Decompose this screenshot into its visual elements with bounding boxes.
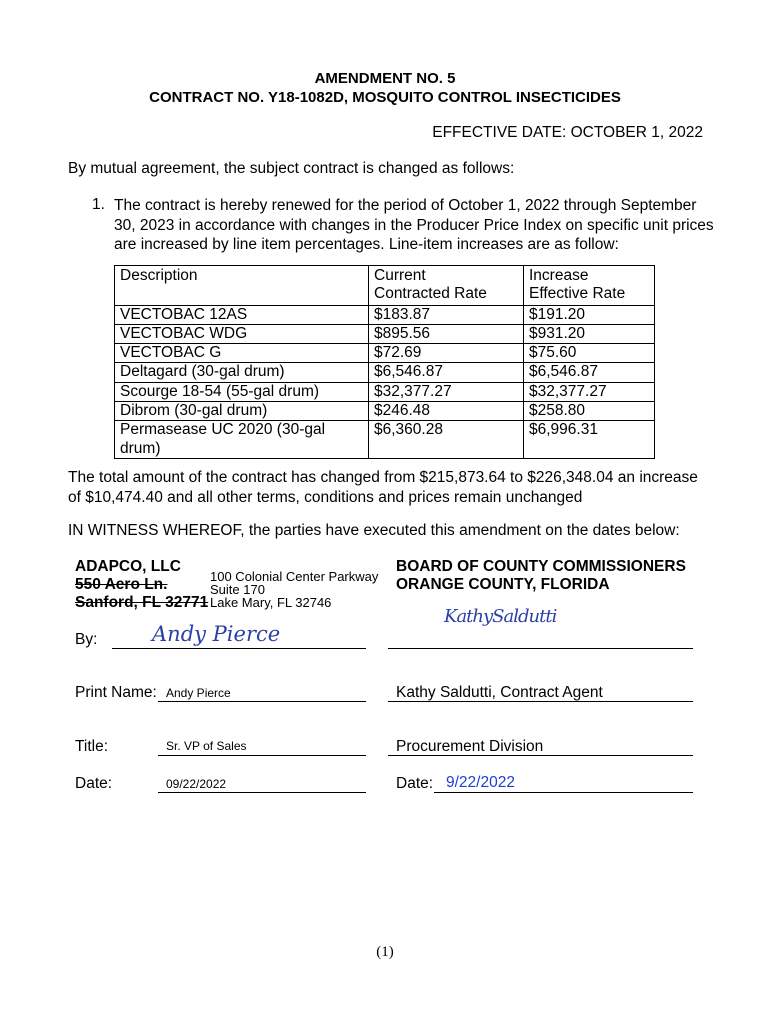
new-address-line3: Lake Mary, FL 32746: [210, 595, 332, 610]
right-signature: KathySaldutti: [444, 606, 557, 627]
cell-current: $6,546.87: [369, 363, 524, 382]
left-signature: Andy Pierce: [152, 622, 281, 646]
date-line-right: [434, 792, 693, 793]
page-number: (1): [376, 944, 394, 960]
table-row: [115, 305, 655, 324]
by-label: By:: [75, 631, 98, 648]
print-name-line: [158, 701, 366, 702]
total-text: The total amount of the contract has changed from $215,873.64 to $226,348.04 an increase of $10,474.40 and all other terms, conditions and prices remain unchanged: [68, 469, 698, 506]
cell-description: Permasease UC 2020 (30-gal drum): [115, 421, 369, 459]
title-label: Title:: [75, 738, 109, 755]
header-increase: Increase Effective Rate: [524, 266, 655, 306]
amendment-title: AMENDMENT NO. 5: [314, 70, 456, 87]
right-party-name-1: BOARD OF COUNTY COMMISSIONERS: [396, 558, 686, 575]
old-address-line1: 550 Aero Ln.: [75, 576, 168, 593]
print-name-value: Andy Pierce: [166, 686, 231, 700]
date-line-left: [158, 792, 366, 793]
table-row: [115, 363, 655, 382]
right-division-line: [388, 755, 693, 756]
item-text: The contract is hereby renewed for the period of October 1, 2022 through September 30, 2023 in accordance with changes in the Producer Price Index on specific unit prices are increased by line item percentages. Line-item increases are as follow:: [114, 197, 714, 253]
print-name-label: Print Name:: [75, 684, 157, 701]
date-label-right: Date:: [396, 775, 434, 792]
date-value-left: 09/22/2022: [166, 777, 227, 791]
title-value: Sr. VP of Sales: [166, 739, 247, 753]
cell-description: VECTOBAC 12AS: [115, 305, 369, 324]
old-address-line2: Sanford, FL 32771: [75, 594, 209, 611]
table-row: [115, 324, 655, 343]
cell-current: $895.56: [369, 324, 524, 343]
new-address-line1: 100 Colonial Center Parkway: [210, 569, 379, 584]
right-print-name: Kathy Saldutti, Contract Agent: [396, 684, 603, 701]
cell-current: $32,377.27: [369, 382, 524, 401]
table-row: [115, 344, 655, 363]
cell-increase: $258.80: [524, 402, 655, 421]
table-row: [115, 382, 655, 401]
effective-date: EFFECTIVE DATE: OCTOBER 1, 2022: [432, 124, 703, 141]
item-number: 1.: [92, 196, 105, 213]
cell-description: VECTOBAC WDG: [115, 324, 369, 343]
right-division: Procurement Division: [396, 738, 544, 755]
right-party-name-2: ORANGE COUNTY, FLORIDA: [396, 576, 610, 593]
header-current: Current Contracted Rate: [369, 266, 524, 306]
table-header-row: [115, 266, 655, 306]
cell-current: $6,360.28: [369, 421, 524, 459]
date-value-right: 9/22/2022: [446, 774, 515, 791]
cell-increase: $75.60: [524, 344, 655, 363]
rates-table: [114, 265, 655, 459]
cell-increase: $931.20: [524, 324, 655, 343]
cell-description: Deltagard (30-gal drum): [115, 363, 369, 382]
cell-description: VECTOBAC G: [115, 344, 369, 363]
cell-increase: $191.20: [524, 305, 655, 324]
cell-description: Scourge 18-54 (55-gal drum): [115, 382, 369, 401]
intro-text: By mutual agreement, the subject contract is changed as follows:: [68, 160, 515, 177]
witness-text: IN WITNESS WHEREOF, the parties have executed this amendment on the dates below:: [68, 522, 680, 539]
by-signature-line: [112, 648, 366, 649]
header-description: Description: [115, 266, 369, 306]
left-party-name: ADAPCO, LLC: [75, 558, 181, 575]
title-line: [158, 755, 366, 756]
cell-increase: $6,996.31: [524, 421, 655, 459]
new-address-line2: Suite 170: [210, 582, 265, 597]
table-row: [115, 421, 655, 459]
cell-current: $183.87: [369, 305, 524, 324]
cell-current: $246.48: [369, 402, 524, 421]
cell-description: Dibrom (30-gal drum): [115, 402, 369, 421]
cell-increase: $6,546.87: [524, 363, 655, 382]
right-signature-line: [388, 648, 693, 649]
contract-title: CONTRACT NO. Y18-1082D, MOSQUITO CONTROL INSECTICIDES: [149, 89, 621, 106]
cell-current: $72.69: [369, 344, 524, 363]
cell-increase: $32,377.27: [524, 382, 655, 401]
table-row: [115, 402, 655, 421]
date-label-left: Date:: [75, 775, 113, 792]
right-print-name-line: [388, 701, 693, 702]
